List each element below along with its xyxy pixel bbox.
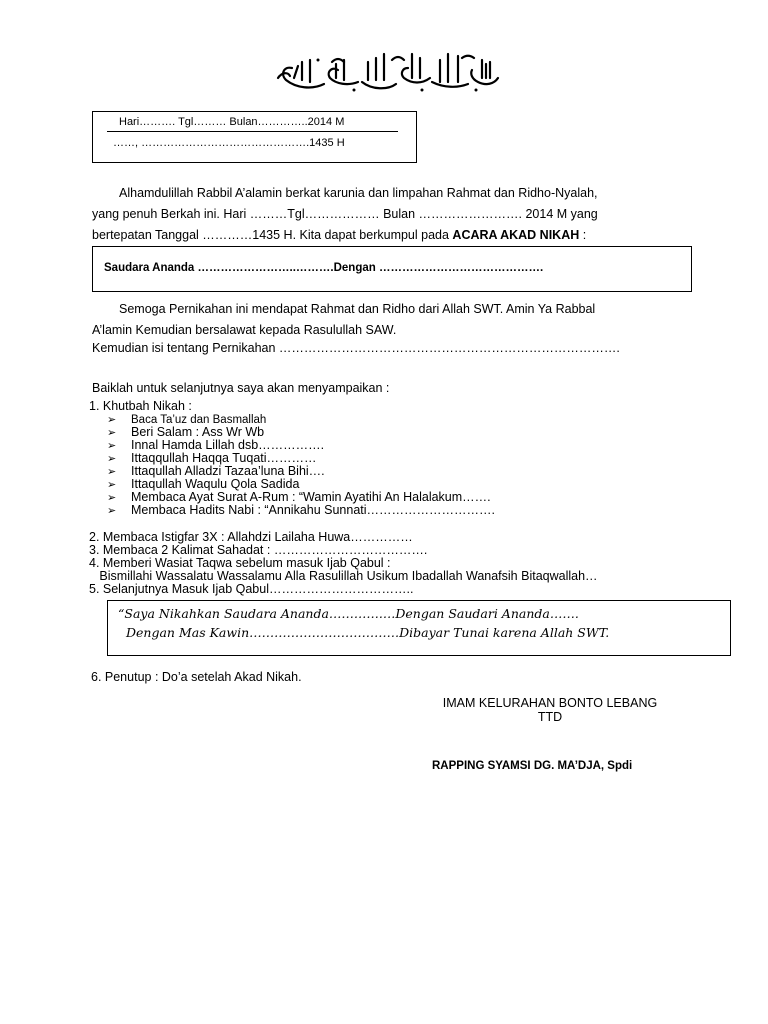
arrow-bullet-icon: ➢ [107, 440, 117, 452]
arrow-bullet-icon: ➢ [107, 414, 117, 426]
list-item: ➢ Membaca Hadits Nabi : “Annikahu Sunnati…………………………. [107, 503, 496, 517]
khutbah-subitems [89, 413, 699, 517]
list-item: ➢ Beri Salam : Ass Wr Wb [107, 425, 265, 439]
semoga-paragraph [92, 299, 692, 355]
list-item: ➢ Ittaqullah Alladzi Tazaa’luna Bihi…. [107, 464, 325, 478]
intro-line-3 [92, 225, 692, 246]
program-list [89, 400, 699, 596]
intro-line-1: Alhamdulillah Rabbil A’alamin berkat karunia dan limpahan Rahmat dan Ridho-Nyalah, [119, 186, 598, 200]
arrow-bullet-icon: ➢ [107, 479, 117, 491]
penutup-line: 6. Penutup : Do’a setelah Akad Nikah. [91, 670, 302, 684]
intro-line-3-prefix: bertepatan Tanggal …………1435 H. Kita dapat berkumpul pada [92, 228, 453, 242]
arrow-bullet-icon: ➢ [107, 466, 117, 478]
arrow-bullet-icon: ➢ [107, 453, 117, 465]
date-line-hijriah: ……, ……………………………………….1435 H [113, 137, 345, 149]
signature-name: RAPPING SYAMSI DG. MA’DJA, Spdi [432, 760, 633, 772]
arrow-bullet-icon: ➢ [107, 427, 117, 439]
signature-ttd: TTD [537, 710, 563, 724]
intro-paragraph [92, 183, 692, 246]
list-item: ➢ Ittaqullah Waqulu Qola Sadida [107, 477, 300, 491]
list-item: ➢ Baca Ta’uz dan Basmallah [107, 414, 267, 426]
bismillah-calligraphy-icon [272, 48, 504, 94]
ijab-qabul-box [107, 600, 731, 656]
arrow-bullet-icon: ➢ [107, 492, 117, 504]
saudara-box [92, 246, 692, 292]
intro-line-2: yang penuh Berkah ini. Hari ………Tgl……………… Bulan ……………………. 2014 M yang [92, 207, 598, 221]
date-divider [107, 131, 398, 132]
semoga-line-3: Kemudian isi tentang Pernikahan ………………………………………………………………………. [92, 341, 620, 355]
semoga-line-1: Semoga Pernikahan ini mendapat Rahmat dan Ridho dari Allah SWT. Amin Ya Rabbal [119, 302, 596, 316]
acara-akad-nikah-heading: ACARA AKAD NIKAH [452, 228, 580, 242]
baiklah-line: Baiklah untuk selanjutnya saya akan menyampaikan : [92, 381, 390, 395]
ijab-line-2: Dengan Mas Kawin………………………………Dibayar Tunai karena Allah SWT. [126, 625, 610, 640]
intro-line-3-suffix: : [579, 228, 587, 242]
arrow-bullet-icon: ➢ [107, 505, 117, 517]
signature-title: IMAM KELURAHAN BONTO LEBANG [442, 696, 658, 710]
list-item-wasiat-taqwa: 4. Memberi Wasiat Taqwa sebelum masuk Ijab Qabul : [89, 556, 391, 570]
list-item: ➢ Membaca Ayat Surat A-Rum : “Wamin Ayatihi An Halalakum……. [107, 490, 491, 504]
list-item-sahadat: 3. Membaca 2 Kalimat Sahadat : ………………………………. [89, 543, 428, 557]
date-line-masehi: Hari………. Tgl……… Bulan…………..2014 M [119, 116, 345, 128]
semoga-line-2: A’lamin Kemudian bersalawat kepada Rasulullah SAW. [92, 323, 397, 337]
saudara-ananda-text: Saudara Ananda ……………………..……….Dengan ……………………………………. [104, 262, 544, 274]
list-item-ijab-qabul: 5. Selanjutnya Masuk Ijab Qabul…………………………….. [89, 582, 414, 596]
wasiat-taqwa-detail: Bismillahi Wassalatu Wassalamu Alla Rasulillah Usikum Ibadallah Wanafsih Bitaqwallah… [89, 569, 598, 583]
list-item: ➢ Ittaqqullah Haqqa Tuqati………… [107, 451, 317, 465]
ijab-line-1: “Saya Nikahkan Saudara Ananda………….…Dengan Saudari Ananda……. [118, 606, 579, 621]
list-item: ➢ Innal Hamda Lillah dsb……………. [107, 438, 325, 452]
list-item-istigfar: 2. Membaca Istigfar 3X : Allahdzi Lailaha Huwa…………… [89, 530, 413, 544]
date-box [92, 111, 417, 163]
list-item-khutbah: 1. Khutbah Nikah : [89, 399, 192, 413]
